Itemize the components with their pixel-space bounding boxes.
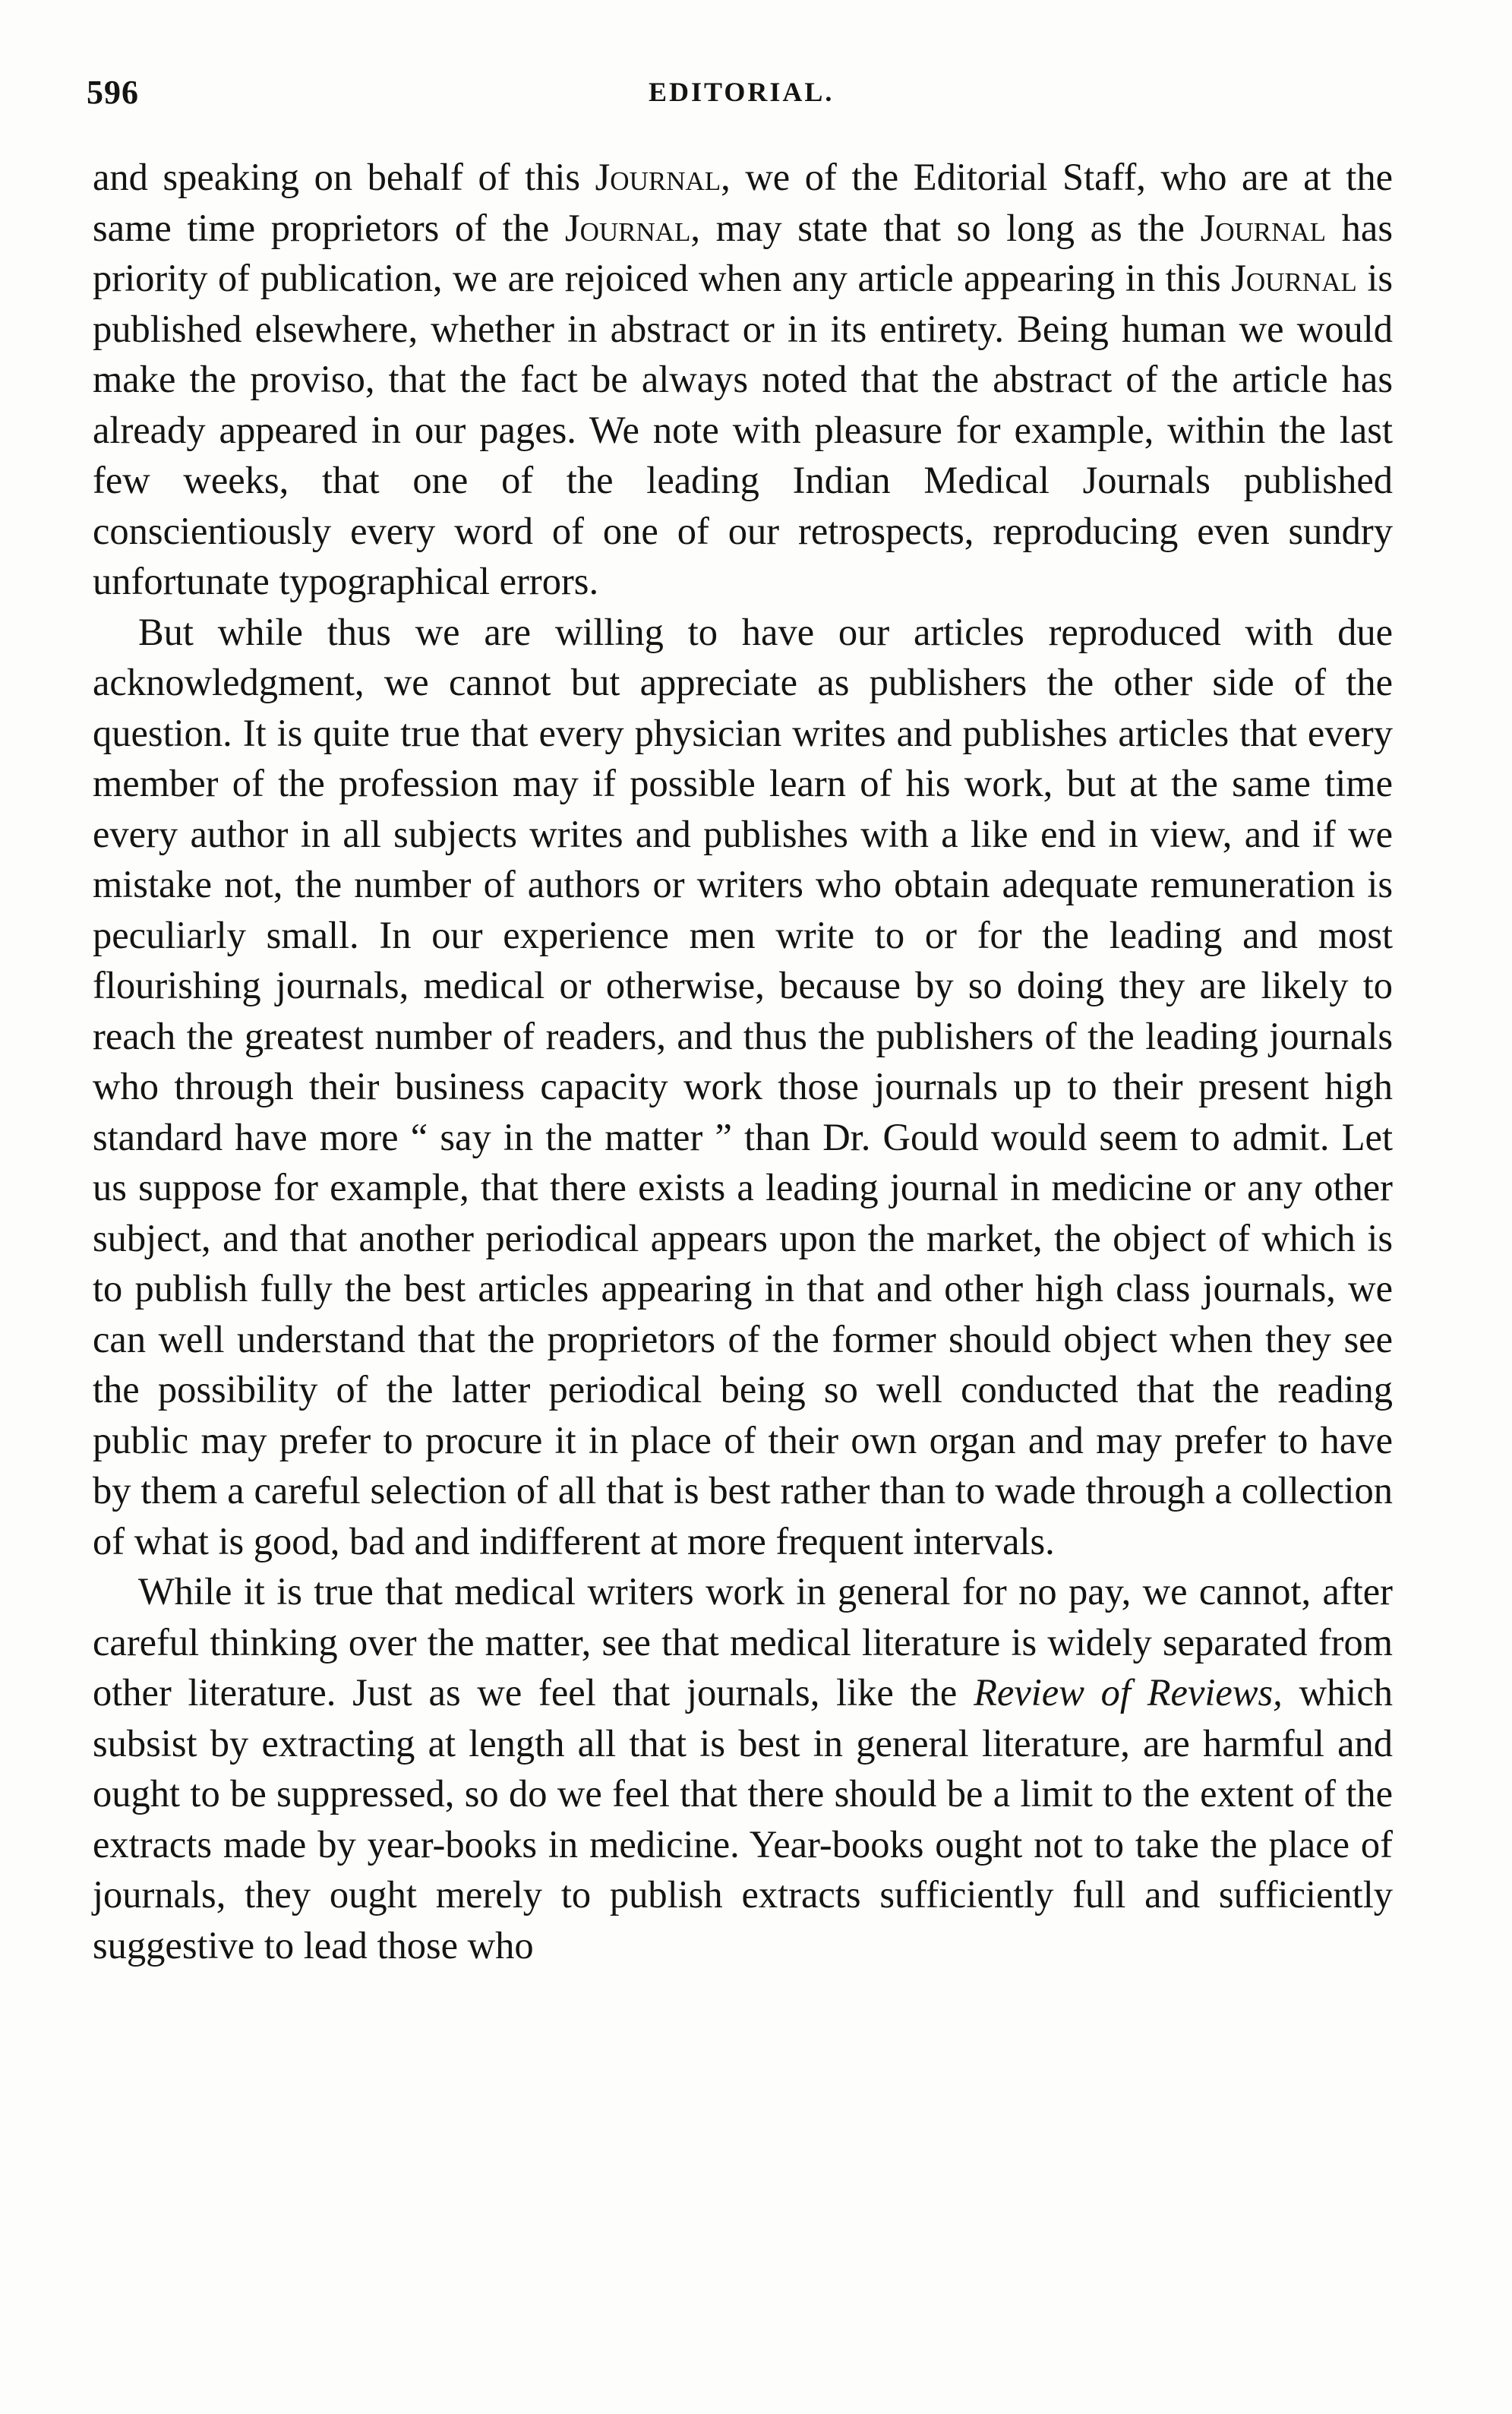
- text-segment: and speaking on behalf of this: [93, 156, 595, 198]
- text-segment: , may state that so long as the: [690, 206, 1201, 249]
- journal-name: Journal: [595, 156, 721, 198]
- publication-title: Review of Reviews,: [974, 1671, 1283, 1714]
- editorial-body: [93, 152, 1393, 1970]
- text-segment: which subsist by extracting at length all that is best in general literature, are harmful and ought to be suppressed, so do we feel that there should be a limit to the extent of the extracts made by year-books in medicine. Year-books ought not to take the place of journals, they ought merely to publish extracts sufficiently full and sufficiently suggestive to lead those who: [93, 1671, 1393, 1967]
- text-segment: has priority of publication, we are rejoiced when any article appearing in this: [93, 206, 1393, 299]
- text-segment: While it is true that medical writers work in general for no pay, we cannot, after careful thinking over the matter, see that medical literature is widely separated from other literature. Just as we feel that journals, like the: [93, 1570, 1393, 1714]
- text-segment: , we of the Editorial Staff, who are at the same time proprietors of the: [93, 156, 1393, 249]
- journal-name: Journal: [1200, 206, 1327, 249]
- text-segment: is published elsewhere, whether in abstract or in its entirety. Being human we would make the proviso, that the fact be always noted that the abstract of the article has already appeared in our pages. We note with pleasure for example, within the last few weeks, that one of the leading Indian Medical Journals published conscientiously every word of one of our retrospects, reproducing even sundry unfortunate typographical errors.: [93, 257, 1393, 602]
- page-header: [87, 73, 1393, 118]
- journal-name: Journal: [1231, 257, 1357, 299]
- journal-name: Journal: [564, 206, 691, 249]
- paragraph: [93, 1566, 1393, 1970]
- running-head: EDITORIAL.: [649, 77, 835, 107]
- page-number: 596: [87, 74, 139, 111]
- paragraph: [93, 607, 1393, 1567]
- text-segment: But while thus we are willing to have our articles reproduced with due acknowledgment, we cannot but appreciate as publishers the other side of the question. It is quite true that every physician writes and publishes articles that every member of the profession may if possible learn of his work, but at the same time every author in all subjects writes and publishes with a like end in view, and if we mistake not, the number of authors or writers who obtain adequate remuneration is peculiarly small. In our experience men write to or for the leading and most flourishing journals, medical or otherwise, because by so doing they are likely to reach the greatest number of readers, and thus the publishers of the leading journals who through their business capacity work those journals up to their present high standard have more “ say in the matter ” than Dr. Gould would seem to admit. Let us suppose for example, that there exists a leading journal in medicine or any other subject, and that another periodical appears upon the market, the object of which is to publish fully the best articles appearing in that and other high class journals, we can well understand that the proprietors of the former should object when they see the possibility of the latter periodical being so well conducted that the reading public may prefer to procure it in place of their own organ and may prefer to have by them a careful selection of all that is best rather than to wade through a collection of what is good, bad and indifferent at more frequent intervals.: [93, 610, 1393, 1562]
- paragraph: [93, 152, 1393, 607]
